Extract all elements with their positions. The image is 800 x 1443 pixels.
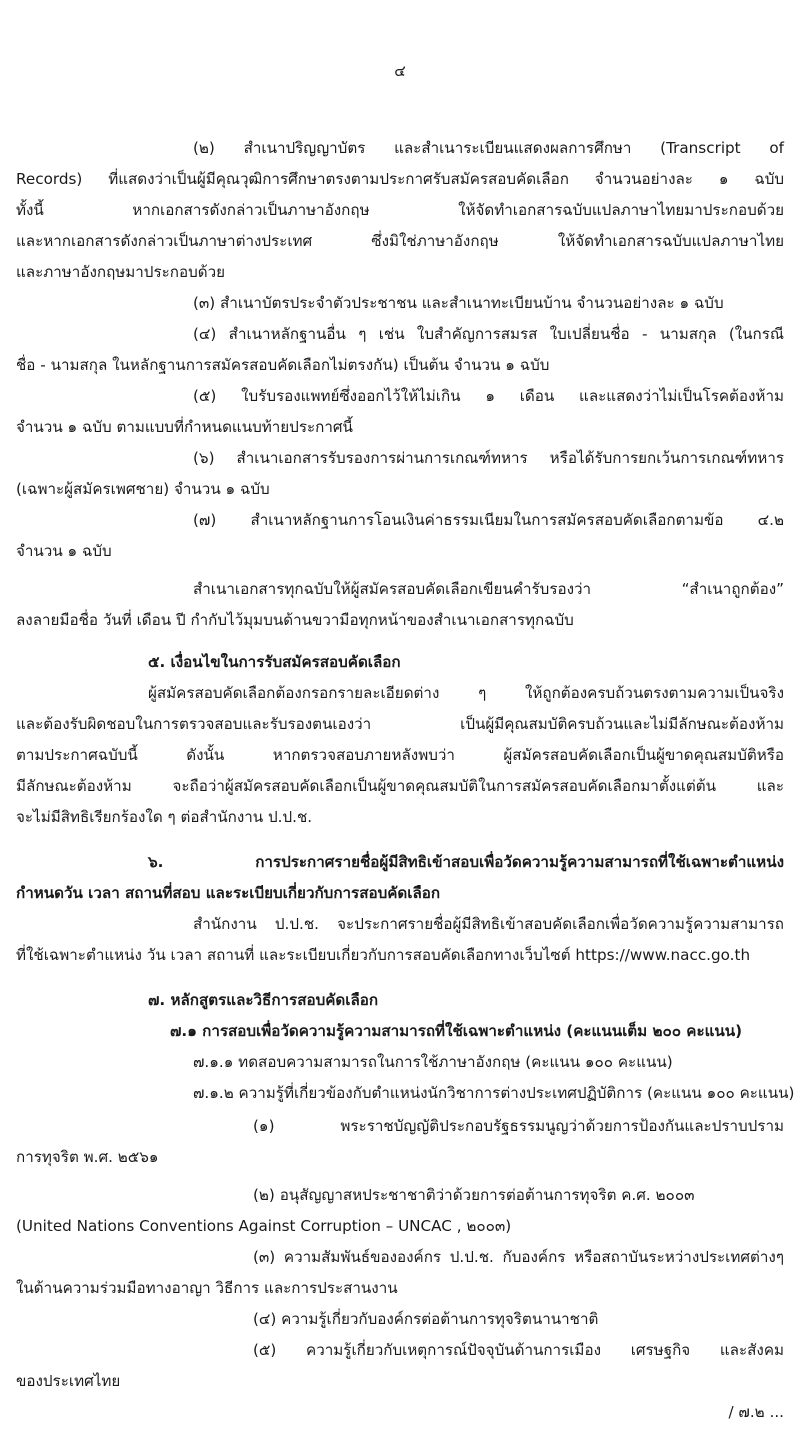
- paragraph-line: จะไม่มีสิทธิเรียกร้องใด ๆ ต่อสำนักงาน ป.ป.ช.: [16, 808, 313, 826]
- paragraph-line: จำนวน ๑ ฉบับ: [16, 542, 112, 560]
- paragraph-line: (๗) สำเนาหลักฐานการโอนเงินค่าธรรมเนียมในการสมัครสอบคัดเลือกตามข้อ ๔.๒: [193, 511, 784, 529]
- paragraph-line: ตามประกาศฉบับนี้ ดังนั้น หากตรวจสอบภายหลังพบว่า ผู้สมัครสอบคัดเลือกเป็นผู้ขาดคุณสมบัติหรือ: [16, 746, 784, 764]
- paragraph-line: (๒) สำเนาปริญญาบัตร และสำเนาระเบียนแสดงผลการศึกษา (Transcript of: [193, 139, 784, 157]
- paragraph-line: และหากเอกสารดังกล่าวเป็นภาษาต่างประเทศ ซึ่งมิใช่ภาษาอังกฤษ ให้จัดทำเอกสารฉบับแปลภาษาไทย: [16, 232, 784, 250]
- paragraph-line: สำนักงาน ป.ป.ช. จะประกาศรายชื่อผู้มีสิทธิเข้าสอบคัดเลือกเพื่อวัดความรู้ความสามารถ: [193, 915, 784, 933]
- paragraph-line: (๔) สำเนาหลักฐานอื่น ๆ เช่น ใบสำคัญการสมรส ใบเปลี่ยนชื่อ - นามสกุล (ในกรณี: [193, 325, 784, 343]
- paragraph-line: และต้องรับผิดชอบในการตรวจสอบและรับรองตนเองว่า เป็นผู้มีคุณสมบัติครบถ้วนและไม่มีลักษณะต้องห้าม: [16, 715, 784, 733]
- section-heading: กำหนดวัน เวลา สถานที่สอบ และระเบียบเกี่ยวกับการสอบคัดเลือก: [16, 884, 441, 902]
- paragraph-line: ที่ใช้เฉพาะตำแหน่ง วัน เวลา สถานที่ และระเบียบเกี่ยวกับการสอบคัดเลือกทางเว็บไซต์ https://www.nacc.go.th: [16, 946, 751, 964]
- section-heading: ๕. เงื่อนไขในการรับสมัครสอบคัดเลือก: [148, 653, 401, 671]
- paragraph-line: การทุจริต พ.ศ. ๒๕๖๑: [16, 1148, 159, 1166]
- paragraph-line: มีลักษณะต้องห้าม จะถือว่าผู้สมัครสอบคัดเลือกเป็นผู้ขาดคุณสมบัติในการสมัครสอบคัดเลือกมาตั้งแต่ต้น และ: [16, 777, 784, 795]
- paragraph-line: จำนวน ๑ ฉบับ ตามแบบที่กำหนดแนบท้ายประกาศนี้: [16, 418, 353, 436]
- paragraph-line: Records) ที่แสดงว่าเป็นผู้มีคุณวุฒิการศึกษาตรงตามประกาศรับสมัครสอบคัดเลือก จำนวนอย่างละ ๑ ฉบับ: [16, 170, 784, 188]
- paragraph-line: และภาษาอังกฤษมาประกอบด้วย: [16, 263, 226, 281]
- paragraph-line: (๖) สำเนาเอกสารรับรองการผ่านการเกณฑ์ทหาร หรือได้รับการยกเว้นการเกณฑ์ทหาร: [193, 449, 784, 467]
- paragraph-line: (๓) ความสัมพันธ์ขององค์กร ป.ป.ช. กับองค์กร หรือสถาบันระหว่างประเทศต่างๆ: [253, 1248, 784, 1266]
- paragraph-line: (๑) พระราชบัญญัติประกอบรัฐธรรมนูญว่าด้วยการป้องกันและปราบปราม: [253, 1117, 784, 1135]
- paragraph-line: ชื่อ - นามสกุล ในหลักฐานการสมัครสอบคัดเลือกไม่ตรงกัน) เป็นต้น จำนวน ๑ ฉบับ: [16, 356, 550, 374]
- continuation-marker: / ๗.๒ ...: [728, 1403, 784, 1421]
- paragraph-line: (๒) อนุสัญญาสหประชาชาติว่าด้วยการต่อต้านการทุจริต ค.ศ. ๒๐๐๓: [253, 1186, 695, 1204]
- paragraph-line: ผู้สมัครสอบคัดเลือกต้องกรอกรายละเอียดต่าง ๆ ให้ถูกต้องครบถ้วนตรงตามความเป็นจริง: [148, 684, 784, 702]
- paragraph-line: (๕) ใบรับรองแพทย์ซึ่งออกไว้ให้ไม่เกิน ๑ เดือน และแสดงว่าไม่เป็นโรคต้องห้าม: [193, 387, 784, 405]
- section-heading: ๖. การประกาศรายชื่อผู้มีสิทธิเข้าสอบเพื่อวัดความรู้ความสามารถที่ใช้เฉพาะตำแหน่ง: [148, 853, 784, 871]
- paragraph-line: (๕) ความรู้เกี่ยวกับเหตุการณ์ปัจจุบันด้านการเมือง เศรษฐกิจ และสังคม: [253, 1341, 784, 1359]
- paragraph-line: สำเนาเอกสารทุกฉบับให้ผู้สมัครสอบคัดเลือกเขียนคำรับรองว่า “สำเนาถูกต้อง”: [193, 580, 784, 598]
- paragraph-line: (United Nations Conventions Against Corruption – UNCAC , ๒๐๐๓): [16, 1217, 512, 1235]
- subsection-heading: ๗.๑ การสอบเพื่อวัดความรู้ความสามารถที่ใช้เฉพาะตำแหน่ง (คะแนนเต็ม ๒๐๐ คะแนน): [170, 1022, 743, 1040]
- page-number: ๔: [394, 62, 406, 80]
- paragraph-line: ในด้านความร่วมมือทางอาญา วิธีการ และการประสานงาน: [16, 1279, 398, 1297]
- paragraph-line: ของประเทศไทย: [16, 1372, 121, 1390]
- paragraph-line: (๓) สำเนาบัตรประจำตัวประชาชน และสำเนาทะเบียนบ้าน จำนวนอย่างละ ๑ ฉบับ: [193, 294, 724, 312]
- paragraph-line: ๗.๑.๑ ทดสอบความสามารถในการใช้ภาษาอังกฤษ (คะแนน ๑๐๐ คะแนน): [193, 1053, 673, 1071]
- paragraph-line: ๗.๑.๒ ความรู้ที่เกี่ยวข้องกับตำแหน่งนักวิชาการต่างประเทศปฏิบัติการ (คะแนน ๑๐๐ คะแนน): [193, 1084, 795, 1102]
- paragraph-line: ทั้งนี้ หากเอกสารดังกล่าวเป็นภาษาอังกฤษ ให้จัดทำเอกสารฉบับแปลภาษาไทยมาประกอบด้วย: [16, 201, 784, 219]
- paragraph-line: (เฉพาะผู้สมัครเพศชาย) จำนวน ๑ ฉบับ: [16, 480, 270, 498]
- section-heading: ๗. หลักสูตรและวิธีการสอบคัดเลือก: [148, 991, 379, 1009]
- paragraph-line: (๔) ความรู้เกี่ยวกับองค์กรต่อต้านการทุจริตนานาชาติ: [253, 1310, 599, 1328]
- paragraph-line: ลงลายมือชื่อ วันที่ เดือน ปี กำกับไว้มุมบนด้านขวามือทุกหน้าของสำเนาเอกสารทุกฉบับ: [16, 611, 574, 629]
